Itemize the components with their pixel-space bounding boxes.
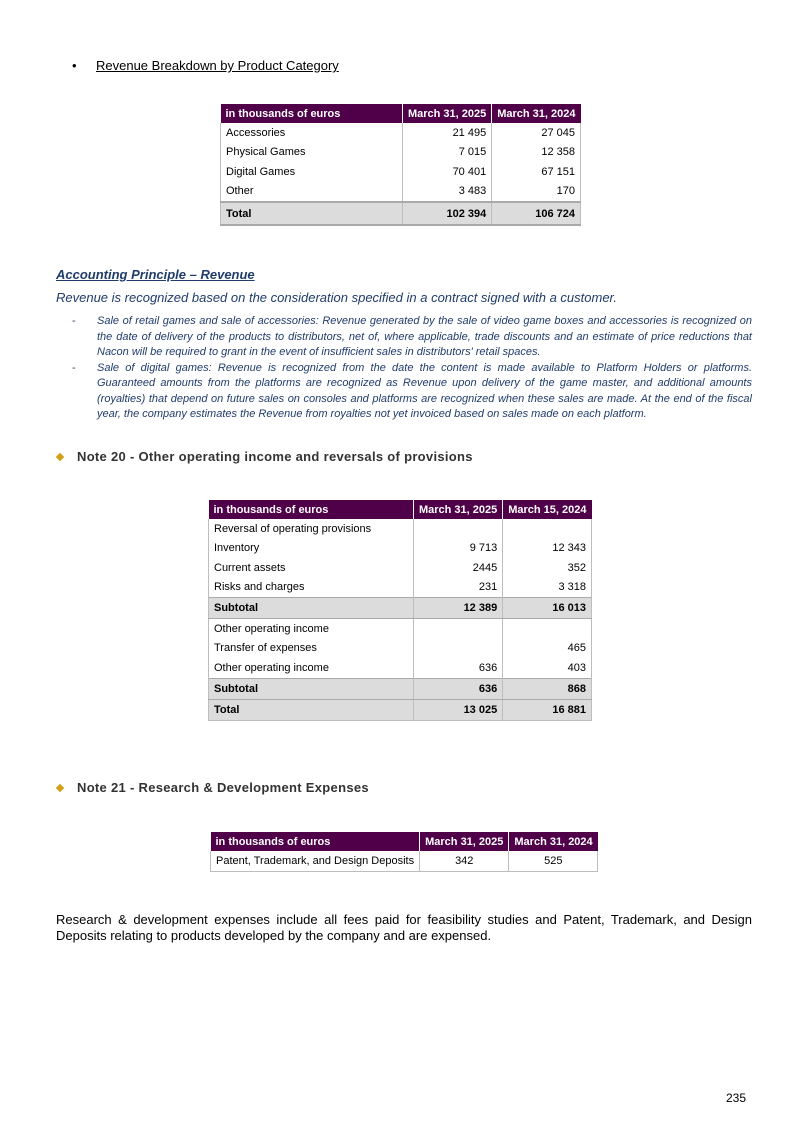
accounting-principle-intro: Revenue is recognized based on the consideration specified in a contract signed with a customer.: [56, 290, 618, 305]
row-value-2025: 21 495: [402, 123, 491, 143]
rnd-paragraph: Research & development expenses include all fees paid for feasibility studies and Patent, Trademark, and Design Deposits relating to products developed by the company and are expensed.: [56, 912, 752, 943]
header-label: in thousands of euros: [211, 832, 420, 851]
table-row: [221, 143, 581, 163]
table-header-row: [221, 104, 581, 123]
table-row: [221, 182, 581, 203]
header-2024: March 31, 2024: [492, 104, 581, 123]
subtotal-value-2025: 12 389: [413, 598, 502, 619]
list-item-text: Sale of digital games: Revenue is recognized from the date the content is made available to Platform Holders or platforms. Guaranteed amounts from the platforms are recognized as Revenue upon delivery of the game master, and additional amounts (royalties) that depend on future sales on consoles and platforms are recognized when these sales are made. At the end of the fiscal year, the company estimates the Revenue from royalties not yet invoiced based on sales made on each platform.: [97, 361, 752, 420]
row-label: Patent, Trademark, and Design Deposits: [211, 851, 420, 871]
section-title-row: [209, 519, 592, 539]
row-value-2024: 403: [503, 658, 592, 678]
subtotal-label: Subtotal: [209, 678, 414, 699]
header-2024: March 31, 2024: [509, 832, 598, 851]
subtotal-value-2024: 16 013: [503, 598, 592, 619]
row-value-2025: 2445: [413, 558, 502, 578]
note21-heading: [56, 780, 369, 795]
header-label: in thousands of euros: [209, 500, 414, 519]
subtotal-value-2025: 636: [413, 678, 502, 699]
row-label: Digital Games: [221, 162, 403, 182]
accounting-principle-title: Accounting Principle – Revenue: [56, 267, 255, 282]
dash-marker: -: [72, 315, 76, 327]
subtotal-label: Subtotal: [209, 598, 414, 619]
table-row: [209, 539, 592, 559]
row-label: Physical Games: [221, 143, 403, 163]
section-title-row: [209, 619, 592, 639]
row-value-2024: 352: [503, 558, 592, 578]
row-value-2025: 70 401: [402, 162, 491, 182]
table-header-row: [209, 500, 592, 519]
row-value-2025: 231: [413, 578, 502, 598]
row-value-2025: 636: [413, 658, 502, 678]
table-header-row: [211, 832, 598, 851]
table-row: [209, 639, 592, 659]
header-2024: March 15, 2024: [503, 500, 592, 519]
page-number: 235: [725, 1091, 746, 1105]
row-value-2024: 67 151: [492, 162, 581, 182]
row-value-2024: 12 343: [503, 539, 592, 559]
table-row: [211, 851, 598, 871]
diamond-bullet-icon: [56, 453, 64, 461]
row-value-2025: 9 713: [413, 539, 502, 559]
row-value-2025: 342: [420, 851, 509, 871]
revenue-breakdown-table: [220, 104, 581, 226]
list-item: [56, 361, 752, 423]
subtotal-row: [209, 678, 592, 699]
subtotal-row: [209, 598, 592, 619]
total-label: Total: [221, 202, 403, 225]
row-label: Transfer of expenses: [209, 639, 414, 659]
note21-title: Note 21 - Research & Development Expenses: [77, 780, 369, 795]
table-row: [209, 658, 592, 678]
revenue-breakdown-heading: [72, 58, 339, 73]
table-row: [221, 123, 581, 143]
row-value-2025: 3 483: [402, 182, 491, 203]
row-label: Other: [221, 182, 403, 203]
row-value-2025: 7 015: [402, 143, 491, 163]
row-value-2024: 465: [503, 639, 592, 659]
total-value-2024: 106 724: [492, 202, 581, 225]
total-value-2025: 102 394: [402, 202, 491, 225]
section-title: Other operating income: [209, 619, 414, 639]
row-label: Accessories: [221, 123, 403, 143]
row-label: Other operating income: [209, 658, 414, 678]
row-label: Risks and charges: [209, 578, 414, 598]
section-title: Reversal of operating provisions: [209, 519, 414, 539]
row-label: Current assets: [209, 558, 414, 578]
bullet-icon: •: [72, 58, 77, 73]
total-value-2025: 13 025: [413, 699, 502, 720]
total-row: [221, 202, 581, 225]
diamond-bullet-icon: [56, 784, 64, 792]
row-value-2024: 12 358: [492, 143, 581, 163]
revenue-breakdown-title: Revenue Breakdown by Product Category: [96, 58, 339, 73]
table-row: [209, 558, 592, 578]
note20-title: Note 20 - Other operating income and reversals of provisions: [77, 449, 473, 464]
header-2025: March 31, 2025: [413, 500, 502, 519]
total-row: [209, 699, 592, 720]
row-value-2024: 525: [509, 851, 598, 871]
table-row: [209, 578, 592, 598]
row-value-2025: [413, 639, 502, 659]
total-value-2024: 16 881: [503, 699, 592, 720]
total-label: Total: [209, 699, 414, 720]
note21-table: [210, 832, 598, 872]
row-value-2024: 3 318: [503, 578, 592, 598]
note20-table: [208, 500, 592, 721]
subtotal-value-2024: 868: [503, 678, 592, 699]
header-label: in thousands of euros: [221, 104, 403, 123]
dash-marker: -: [72, 361, 76, 374]
table-row: [221, 162, 581, 182]
list-item: [56, 314, 752, 361]
row-label: Inventory: [209, 539, 414, 559]
note20-heading: [56, 449, 473, 464]
row-value-2024: 170: [492, 182, 581, 203]
accounting-principle-list: [56, 314, 752, 423]
header-2025: March 31, 2025: [402, 104, 491, 123]
list-item-text: Sale of retail games and sale of accessories: Revenue generated by the sale of video game boxes and accessories is recognized on the date of delivery of the products to distributors, net of, where applicable, trade discounts and an estimate of price reductions that Nacon will be required to grant in the event of insufficient sales in distributors' retail spaces.: [97, 315, 752, 358]
header-2025: March 31, 2025: [420, 832, 509, 851]
row-value-2024: 27 045: [492, 123, 581, 143]
